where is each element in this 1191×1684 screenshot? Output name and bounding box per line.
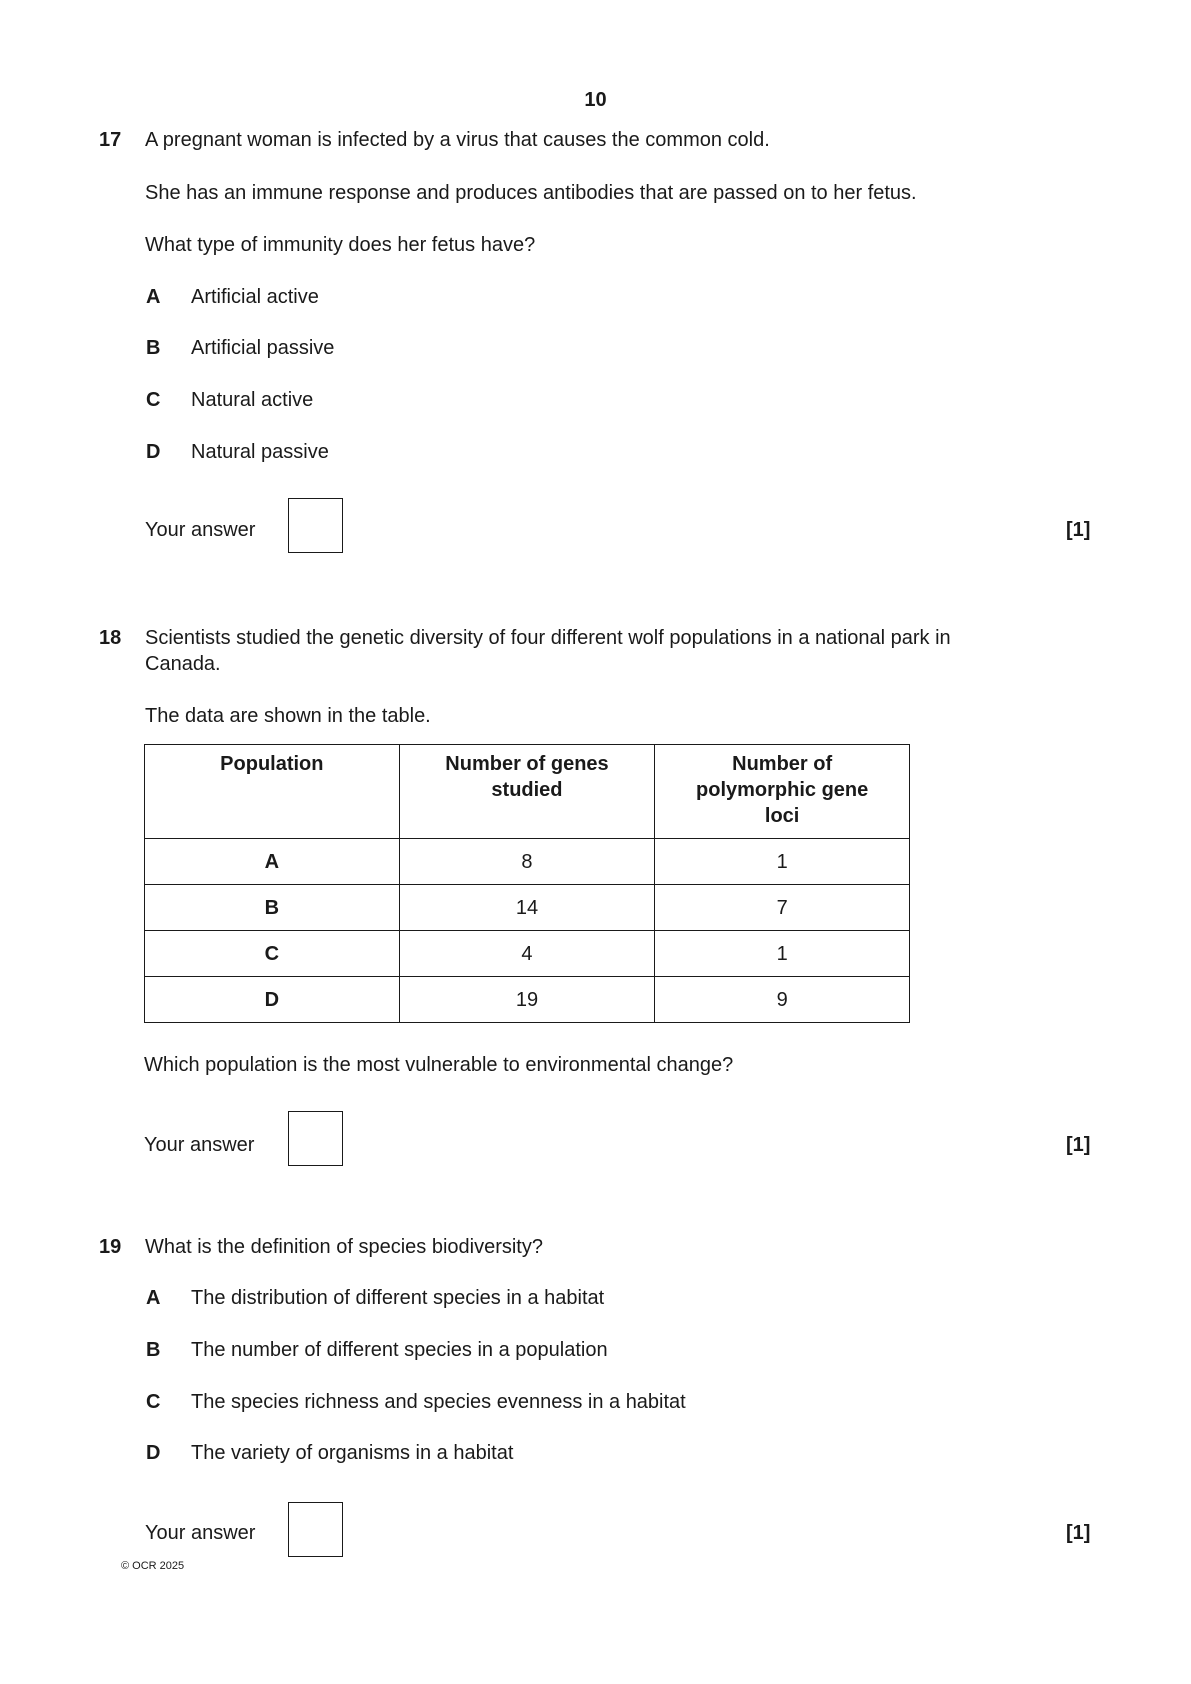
marks-label: [1] xyxy=(1066,519,1091,541)
marks-label: [1] xyxy=(1066,1522,1091,1544)
header-line: Number of xyxy=(732,753,833,775)
cell-population: A xyxy=(145,839,400,885)
your-answer-label: Your answer xyxy=(145,519,256,541)
copyright-footer: © OCR 2025 xyxy=(121,1560,185,1572)
question-number: 19 xyxy=(99,1236,122,1258)
option-text: The distribution of different species in a habitat xyxy=(191,1287,605,1309)
question-number: 17 xyxy=(99,129,122,151)
table-row xyxy=(145,977,910,1023)
option-letter: C xyxy=(146,1391,161,1413)
answer-box[interactable] xyxy=(288,498,343,553)
cell-genes-studied: 4 xyxy=(399,931,655,977)
your-answer-label: Your answer xyxy=(144,1134,255,1156)
option-text: The number of different species in a population xyxy=(191,1339,608,1361)
cell-genes-studied: 19 xyxy=(399,977,655,1023)
your-answer-label: Your answer xyxy=(145,1522,256,1544)
table-row xyxy=(145,931,910,977)
header-line: Population xyxy=(220,753,324,775)
answer-box[interactable] xyxy=(288,1111,343,1166)
option-letter: D xyxy=(146,1442,161,1464)
question-number: 18 xyxy=(99,627,122,649)
page-number: 10 xyxy=(584,89,607,111)
marks-label: [1] xyxy=(1066,1134,1091,1156)
cell-polymorphic-loci: 7 xyxy=(655,885,910,931)
cell-population: D xyxy=(145,977,400,1023)
option-letter: A xyxy=(146,286,161,308)
table-row xyxy=(145,839,910,885)
option-letter: B xyxy=(146,1339,161,1361)
option-text: Natural active xyxy=(191,389,314,411)
question-stem-line: Scientists studied the genetic diversity of four different wolf populations in a national park in xyxy=(145,627,951,649)
cell-genes-studied: 8 xyxy=(399,839,655,885)
option-text: The species richness and species evenness in a habitat xyxy=(191,1391,686,1413)
cell-polymorphic-loci: 1 xyxy=(655,839,910,885)
question-stem-line: The data are shown in the table. xyxy=(145,705,431,727)
cell-population: C xyxy=(145,931,400,977)
option-letter: B xyxy=(146,337,161,359)
header-line: studied xyxy=(491,779,563,801)
option-text: Natural passive xyxy=(191,441,329,463)
option-letter: A xyxy=(146,1287,161,1309)
header-line: loci xyxy=(764,805,800,827)
option-text: Artificial active xyxy=(191,286,319,308)
question-prompt: Which population is the most vulnerable to environmental change? xyxy=(144,1054,734,1076)
option-letter: C xyxy=(146,389,161,411)
header-line: polymorphic gene xyxy=(696,779,869,801)
question-prompt: What type of immunity does her fetus have? xyxy=(145,234,536,256)
cell-polymorphic-loci: 1 xyxy=(655,931,910,977)
cell-genes-studied: 14 xyxy=(399,885,655,931)
column-header-population xyxy=(145,745,400,839)
header-line: Number of genes xyxy=(445,753,609,775)
question-prompt: What is the definition of species biodiversity? xyxy=(145,1236,543,1258)
column-header-genes-studied xyxy=(399,745,655,839)
table-header-row xyxy=(145,745,910,839)
data-table xyxy=(144,744,910,1023)
question-stem-line: A pregnant woman is infected by a virus that causes the common cold. xyxy=(145,129,770,151)
option-text: Artificial passive xyxy=(191,337,335,359)
question-stem-line: She has an immune response and produces antibodies that are passed on to her fetus. xyxy=(145,182,917,204)
cell-polymorphic-loci: 9 xyxy=(655,977,910,1023)
cell-population: B xyxy=(145,885,400,931)
question-stem-line: Canada. xyxy=(145,653,221,675)
table-row xyxy=(145,885,910,931)
option-letter: D xyxy=(146,441,161,463)
answer-box[interactable] xyxy=(288,1502,343,1557)
column-header-polymorphic-loci xyxy=(655,745,910,839)
option-text: The variety of organisms in a habitat xyxy=(191,1442,514,1464)
